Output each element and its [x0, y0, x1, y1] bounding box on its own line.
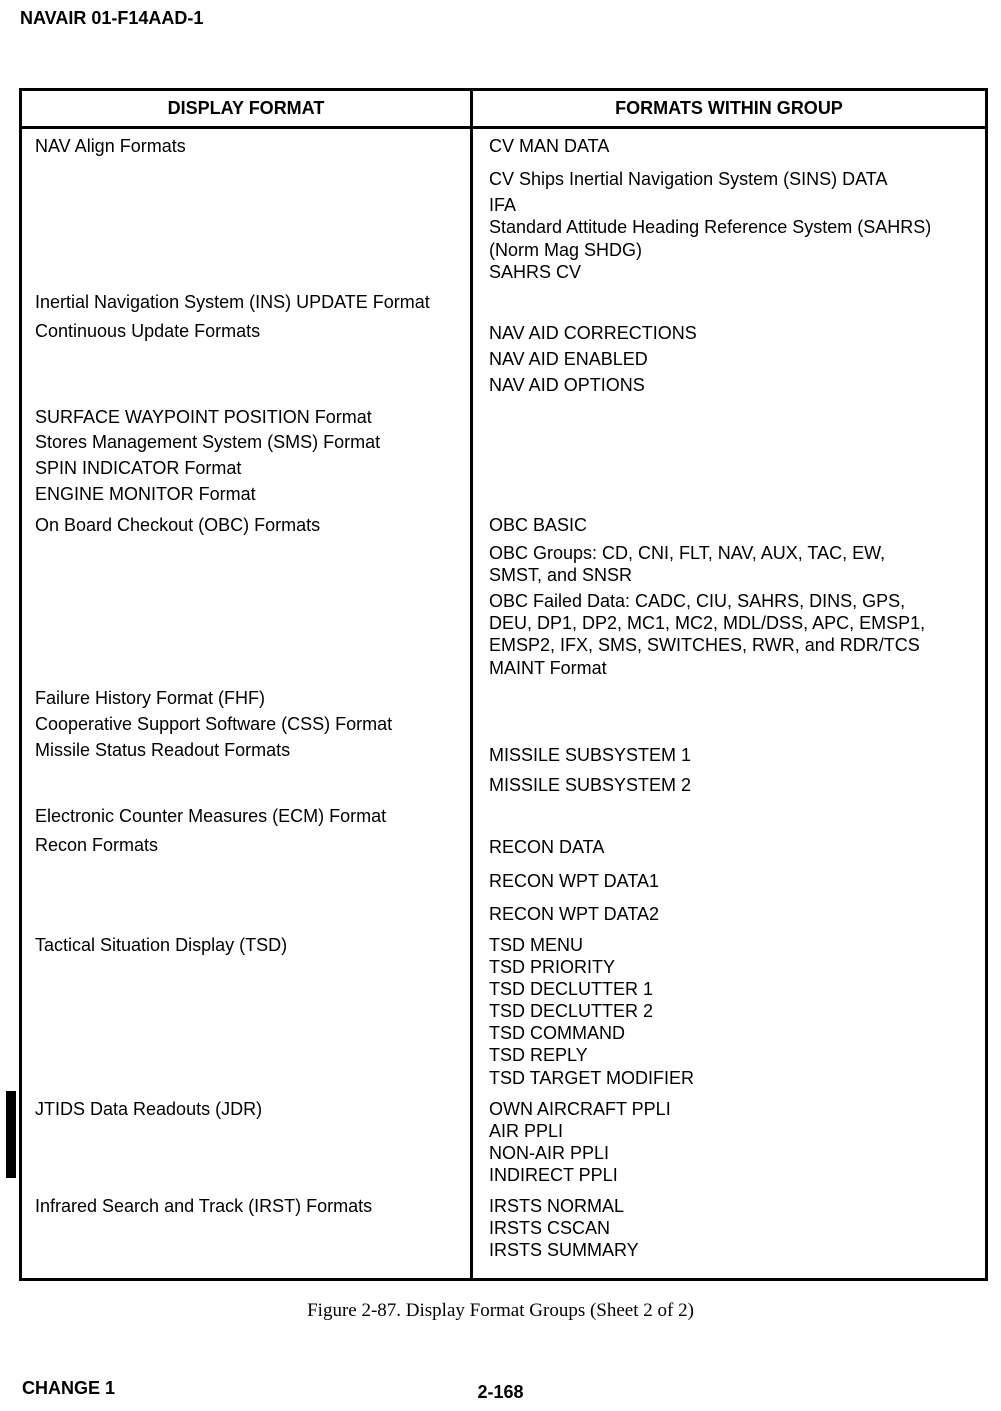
display-format-item: Inertial Navigation System (INS) UPDATE Format	[35, 292, 430, 312]
column-header-formats-within-group: FORMATS WITHIN GROUP	[615, 98, 843, 118]
display-format-item: Continuous Update Formats	[35, 321, 261, 341]
display-format-item: Failure History Format (FHF)	[35, 688, 266, 708]
group-format-item: TSD COMMAND	[489, 1023, 625, 1043]
group-format-item: RECON DATA	[489, 837, 605, 857]
display-format-item: Stores Management System (SMS) Format	[35, 432, 381, 452]
group-format-item: SMST, and SNSR	[489, 565, 633, 585]
group-format-item: NAV AID ENABLED	[489, 349, 648, 369]
display-format-item: SPIN INDICATOR Format	[35, 458, 242, 478]
group-format-item: TSD PRIORITY	[489, 957, 616, 977]
group-format-item: NAV AID CORRECTIONS	[489, 323, 697, 343]
group-format-item: TSD MENU	[489, 935, 583, 955]
group-format-item: CV Ships Inertial Navigation System (SINS) DATA	[489, 169, 888, 189]
group-format-item: (Norm Mag SHDG)	[489, 240, 643, 260]
group-format-item: TSD REPLY	[489, 1045, 588, 1065]
group-format-item: TSD TARGET MODIFIER	[489, 1068, 695, 1088]
group-format-item: MAINT Format	[489, 658, 607, 678]
group-format-item: NAV AID OPTIONS	[489, 375, 645, 395]
group-format-item: DEU, DP1, DP2, MC1, MC2, MDL/DSS, APC, EMSP1,	[489, 613, 926, 633]
group-format-item: EMSP2, IFX, SMS, SWITCHES, RWR, and RDR/TCS	[489, 635, 920, 655]
display-format-item: Infrared Search and Track (IRST) Formats	[35, 1196, 373, 1216]
group-format-item: IRSTS NORMAL	[489, 1196, 625, 1216]
display-format-item: On Board Checkout (OBC) Formats	[35, 515, 321, 535]
group-format-item: SAHRS CV	[489, 262, 582, 282]
column-header-display-format: DISPLAY FORMAT	[167, 98, 325, 118]
display-format-table	[19, 88, 988, 1281]
group-format-item: Standard Attitude Heading Reference System (SAHRS)	[489, 217, 932, 237]
display-format-item: Tactical Situation Display (TSD)	[35, 935, 288, 955]
group-format-item: IFA	[489, 195, 517, 215]
change-notice: CHANGE 1	[22, 1378, 116, 1398]
display-format-item: NAV Align Formats	[35, 136, 186, 156]
group-format-item: TSD DECLUTTER 1	[489, 979, 654, 999]
group-format-item: MISSILE SUBSYSTEM 2	[489, 775, 692, 795]
page-number: 2-168	[477, 1382, 524, 1402]
document-id: NAVAIR 01-F14AAD-1	[20, 8, 204, 28]
group-format-item: RECON WPT DATA1	[489, 871, 660, 891]
display-format-item: Missile Status Readout Formats	[35, 740, 291, 760]
display-format-item: JTIDS Data Readouts (JDR)	[35, 1099, 263, 1119]
display-format-item: Electronic Counter Measures (ECM) Format	[35, 806, 387, 826]
header-divider	[22, 126, 985, 129]
figure-caption: Figure 2-87. Display Format Groups (Sheet 2 of 2)	[307, 1300, 694, 1321]
display-format-item: Recon Formats	[35, 835, 159, 855]
group-format-item: OBC Failed Data: CADC, CIU, SAHRS, DINS, GPS,	[489, 591, 906, 611]
display-format-item: Cooperative Support Software (CSS) Format	[35, 714, 393, 734]
group-format-item: TSD DECLUTTER 2	[489, 1001, 654, 1021]
group-format-item: IRSTS SUMMARY	[489, 1240, 639, 1260]
group-format-item: MISSILE SUBSYSTEM 1	[489, 745, 692, 765]
display-format-item: SURFACE WAYPOINT POSITION Format	[35, 407, 372, 427]
group-format-item: OBC Groups: CD, CNI, FLT, NAV, AUX, TAC, EW,	[489, 543, 886, 563]
group-format-item: RECON WPT DATA2	[489, 904, 660, 924]
group-format-item: OBC BASIC	[489, 515, 588, 535]
change-bar	[6, 1091, 16, 1178]
group-format-item: INDIRECT PPLI	[489, 1165, 618, 1185]
group-format-item: AIR PPLI	[489, 1121, 564, 1141]
group-format-item: OWN AIRCRAFT PPLI	[489, 1099, 671, 1119]
group-format-item: IRSTS CSCAN	[489, 1218, 611, 1238]
column-divider	[470, 91, 473, 1278]
group-format-item: NON-AIR PPLI	[489, 1143, 610, 1163]
display-format-item: ENGINE MONITOR Format	[35, 484, 256, 504]
group-format-item: CV MAN DATA	[489, 136, 610, 156]
